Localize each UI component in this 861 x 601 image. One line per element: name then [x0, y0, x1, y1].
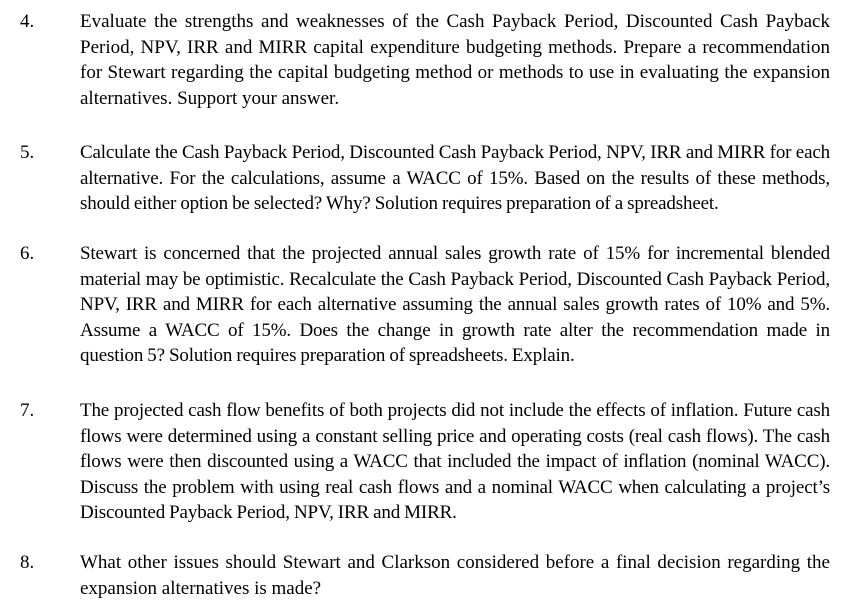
question-number: 4.: [20, 11, 35, 32]
question-text: Stewart is concerned that the projected annual sales growth rate of 15% for incremental blended material may be optimistic. Recalculate the Cash Payback Period, Discounted Cash Payback Period, NPV, IRR and MIRR for each alternative assuming the annual sales growth rates of 10% and 5%. Assume a WACC of 15%. Does the change in growth rate alter the recommendation made in question 5? Solution requires preparation of spreadsheets. Explain.: [80, 243, 830, 366]
question-text: What other issues should Stewart and Clarkson considered before a final decision regarding the expansion alternatives is made?: [80, 552, 830, 599]
question-number: 7.: [20, 400, 35, 421]
question-text: Evaluate the strengths and weaknesses of the Cash Payback Period, Discounted Cash Payback Period, NPV, IRR and MIRR capital expenditure budgeting methods. Prepare a recommendation for Stewart regarding the capital budgeting method or methods to use in evaluating the expansion alternatives. Support your answer.: [80, 11, 830, 109]
question-number: 6.: [20, 243, 35, 264]
question-number: 8.: [20, 552, 35, 573]
question-text: The projected cash flow benefits of both projects did not include the effects of inflation. Future cash flows were determined using a constant selling price and operating costs (real cash flows). The cash flows were then discounted using a WACC that included the impact of inflation (nominal WACC). Discuss the problem with using real cash flows and a nominal WACC when calculating a project’s Discounted Payback Period, NPV, IRR and MIRR.: [80, 400, 830, 523]
question-text: Calculate the Cash Payback Period, Discounted Cash Payback Period, NPV, IRR and MIRR for each alternative. For the calculations, assume a WACC of 15%. Based on the results of these methods, should either option be selected? Why? Solution requires preparation of a spreadsheet.: [80, 142, 830, 214]
question-number: 5.: [20, 142, 35, 163]
